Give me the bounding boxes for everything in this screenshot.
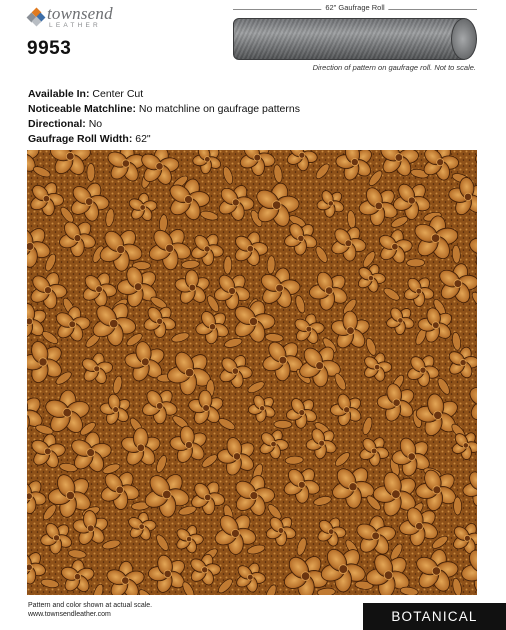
spec-roll-width: Gaufrage Roll Width: 62" <box>28 133 151 145</box>
spec-list <box>28 87 300 147</box>
townsend-logo <box>28 5 113 30</box>
spec-matchline: Noticeable Matchline: No matchline on gaufrage patterns <box>28 103 300 115</box>
footer-note <box>28 601 152 619</box>
brand-subtitle: LEATHER <box>49 22 101 29</box>
scale-note: Pattern and color shown at actual scale. <box>28 602 153 609</box>
roll-caption: Direction of pattern on gaufrage roll. Not to scale. <box>312 63 476 72</box>
collection-tag: BOTANICAL <box>363 603 506 630</box>
roll-label: 62" Gaufrage Roll <box>321 3 388 12</box>
brand-name: townsend <box>47 4 113 23</box>
logo-diamond-icon <box>28 9 44 25</box>
floral-pattern <box>27 150 477 595</box>
spec-available-in: Available In: Center Cut <box>28 88 144 100</box>
leather-swatch-image <box>27 150 477 595</box>
roll-width-indicator <box>233 3 477 15</box>
gaufrage-roll-image <box>233 18 477 58</box>
spec-directional: Directional: No <box>28 118 103 130</box>
website-link[interactable]: www.townsendleather.com <box>28 611 111 618</box>
product-code: 9953 <box>27 38 72 59</box>
